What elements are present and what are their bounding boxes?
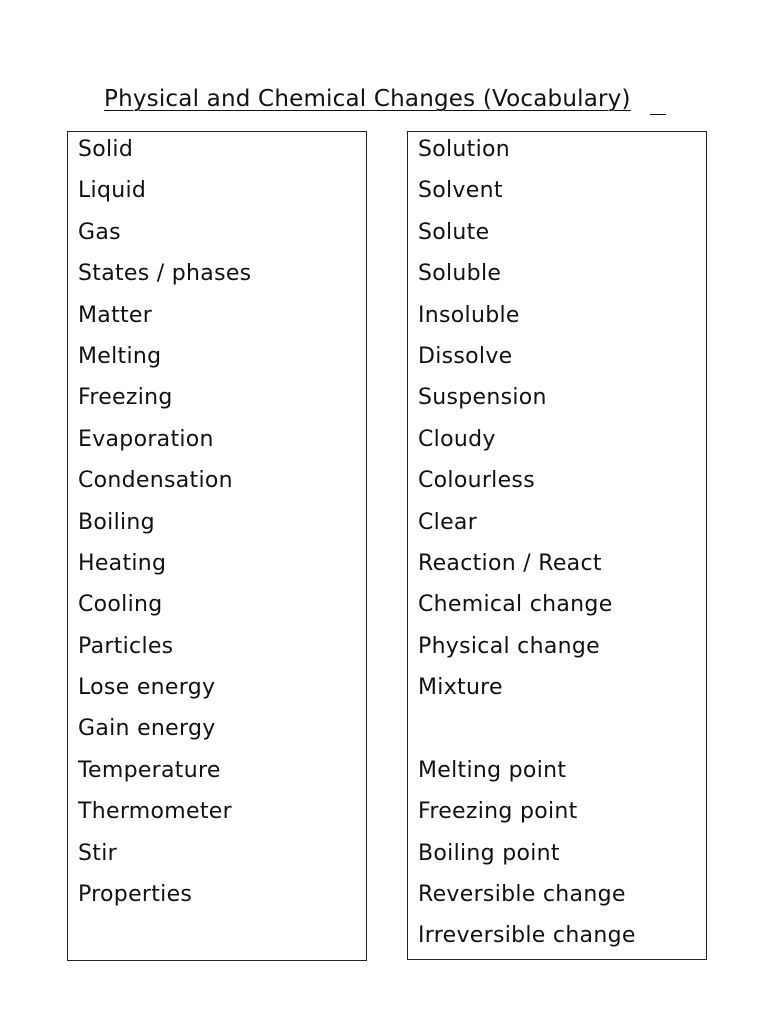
list-item: Freezing point [418, 799, 578, 825]
list-item: Dissolve [418, 343, 513, 369]
list-item: Liquid [78, 178, 147, 204]
list-item: Temperature [78, 757, 221, 783]
list-item: Particles [78, 633, 174, 659]
list-item: Suspension [418, 385, 547, 411]
list-spacer [418, 713, 636, 754]
list-item: Chemical change [418, 592, 613, 618]
list-item: Reaction / React [418, 550, 602, 576]
list-item: Cloudy [418, 426, 496, 452]
list-item: Properties [78, 882, 193, 908]
list-item: Insoluble [418, 302, 520, 328]
list-item: Gas [78, 219, 121, 245]
left-vocabulary-list [78, 134, 251, 920]
list-item: Reversible change [418, 882, 626, 908]
list-item: Gain energy [78, 716, 216, 742]
list-item: Lose energy [78, 675, 216, 701]
list-item: Condensation [78, 468, 233, 494]
list-item: Solid [78, 137, 134, 162]
list-item: Evaporation [78, 426, 214, 452]
list-item: Melting [78, 343, 162, 369]
list-item: Solvent [418, 178, 503, 204]
list-item: Stir [78, 840, 117, 866]
list-item: Boiling [78, 509, 155, 535]
list-item: Melting point [418, 757, 567, 783]
list-item: Mixture [418, 675, 503, 701]
list-item: Solution [418, 137, 511, 162]
right-vocabulary-list [418, 134, 636, 962]
list-item: Clear [418, 509, 478, 535]
left-vocabulary-box [67, 131, 367, 961]
list-item: Solute [418, 219, 490, 245]
list-item: Irreversible change [418, 923, 636, 949]
page-title: Physical and Chemical Changes (Vocabulary) [104, 86, 631, 112]
list-item: Physical change [418, 633, 600, 659]
list-item: Cooling [78, 592, 163, 618]
list-item: States / phases [78, 261, 252, 287]
list-item: Boiling point [418, 840, 560, 866]
right-vocabulary-box [407, 131, 707, 960]
title-underline [650, 114, 666, 115]
list-item: Thermometer [78, 799, 232, 825]
list-item: Heating [78, 550, 167, 576]
list-item: Matter [78, 302, 153, 328]
list-item: Colourless [418, 468, 535, 494]
list-item: Soluble [418, 261, 502, 287]
list-item: Freezing [78, 385, 173, 411]
